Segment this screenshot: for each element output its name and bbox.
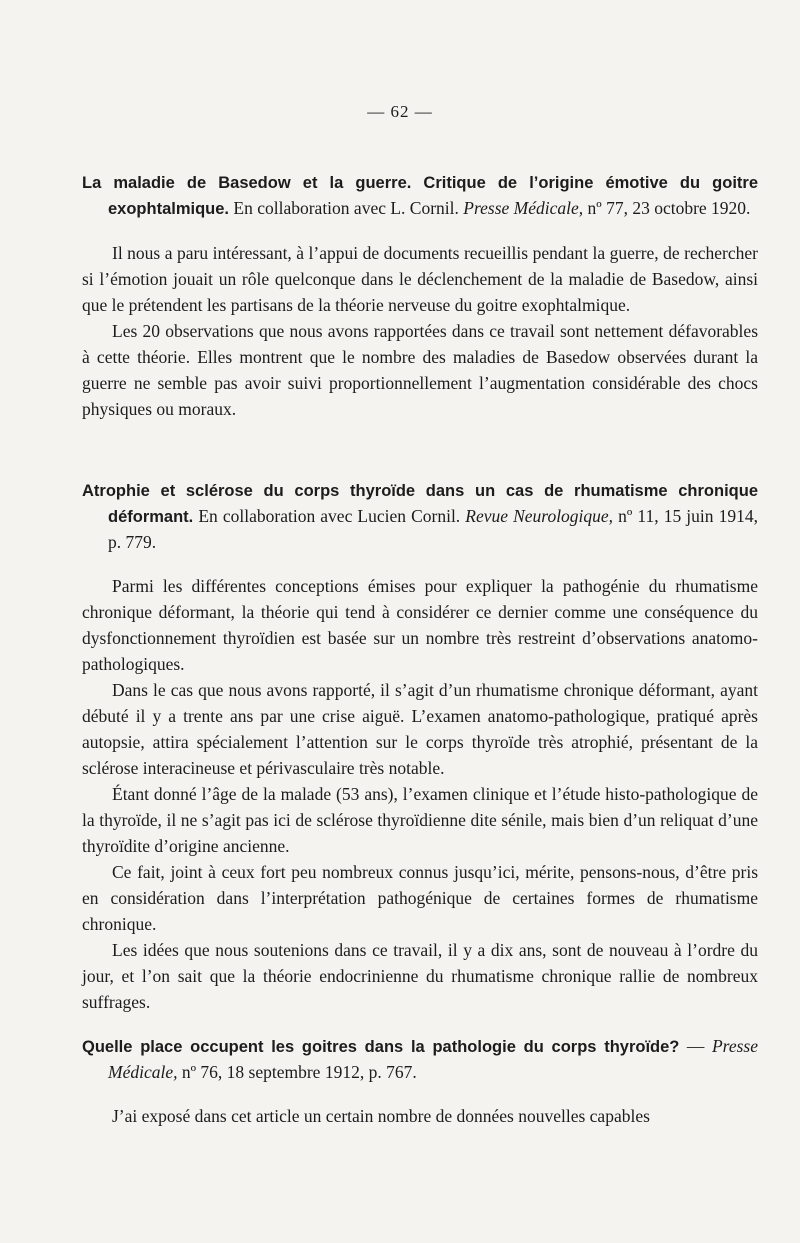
entry-abstract: [82, 240, 758, 422]
entry-citation: nº 76, 18 septembre 1912, p. 767.: [177, 1062, 417, 1082]
abstract-paragraph: Dans le cas que nous avons rapporté, il s’agit d’un rhumatisme chronique déformant, ayant débuté il y a trente ans par une crise aiguë. L’examen anatomo-pathologique, pratiqué après autopsie, attira spécialement l’attention sur le corps thyroïde très atrophié, présentant de la sclérose interacineuse et périvasculaire très notable.: [82, 680, 758, 778]
entry-abstract: [82, 573, 758, 1015]
entry-title-bold: La maladie de Basedow et la guerre. Critique de l’origine émotive du goitre exophtalmique.: [82, 174, 758, 218]
entry-collaboration: En collaboration avec Lucien Cornil.: [193, 506, 466, 526]
entry-abstract: [82, 1103, 758, 1129]
abstract-paragraph: Les idées que nous soutenions dans ce travail, il y a dix ans, sont de nouveau à l’ordre du jour, et l’on sait que la théorie endocrinienne du rhumatisme chronique rallie de nombreux suffrages.: [82, 940, 758, 1012]
abstract-paragraph: Parmi les différentes conceptions émises pour expliquer la pathogénie du rhumatisme chronique déformant, la théorie qui tend à considérer ce dernier comme une conséquence du dysfonctionnement thyroïdien est basée sur un nombre très restreint d’observations anatomo-pathologiques.: [82, 576, 758, 674]
entry-separator: —: [679, 1036, 712, 1056]
abstract-paragraph: Il nous a paru intéressant, à l’appui de documents recueillis pendant la guerre, de rechercher si l’émotion jouait un rôle quelconque dans le déclenchement de la maladie de Basedow, ainsi que le prétendent les partisans de la théorie nerveuse du goitre exophtalmique.: [82, 243, 758, 315]
abstract-paragraph: Étant donné l’âge de la malade (53 ans), l’examen clinique et l’étude histo-pathologique de la thyroïde, il ne s’agit pas ici de sclérose thyroïdienne dite sénile, mais bien d’un reliquat d’une thyroïdite d’origine ancienne.: [82, 784, 758, 856]
bibliography-entry: [82, 478, 758, 1015]
bibliography-entry: [82, 170, 758, 422]
entry-title: [82, 478, 758, 555]
entry-title: [82, 1034, 758, 1085]
entry-citation: nº 11, 15 juin 1914, p. 779.: [108, 506, 758, 552]
abstract-paragraph: J’ai exposé dans cet article un certain nombre de données nouvelles capables: [112, 1106, 650, 1126]
entry-title-bold: Atrophie et sclérose du corps thyroïde dans un cas de rhumatisme chronique déformant.: [82, 482, 758, 526]
entry-journal: Presse Médicale,: [463, 198, 584, 218]
entry-journal: Revue Neurologique,: [465, 506, 614, 526]
entry-journal: Presse Médicale,: [108, 1036, 758, 1082]
entry-citation: nº 77, 23 octobre 1920.: [583, 198, 751, 218]
page-number: — 62 —: [367, 102, 433, 121]
entry-collaboration: En collaboration avec L. Cornil.: [229, 198, 464, 218]
bibliography-entry: [82, 1034, 758, 1129]
entry-title: [82, 170, 758, 222]
abstract-paragraph: Ce fait, joint à ceux fort peu nombreux connus jusqu’ici, mérite, pensons-nous, d’être pris en considération dans l’interprétation pathogénique de certaines formes de rhumatisme chronique.: [82, 862, 758, 934]
entry-title-bold: Quelle place occupent les goitres dans la pathologie du corps thyroïde?: [82, 1038, 680, 1056]
abstract-paragraph: Les 20 observations que nous avons rapportées dans ce travail sont nettement défavorables à cette théorie. Elles montrent que le nombre des maladies de Basedow observées durant la guerre ne semble pas avoir suivi proportionnellement l’augmentation considérable des chocs physiques ou moraux.: [82, 321, 758, 419]
